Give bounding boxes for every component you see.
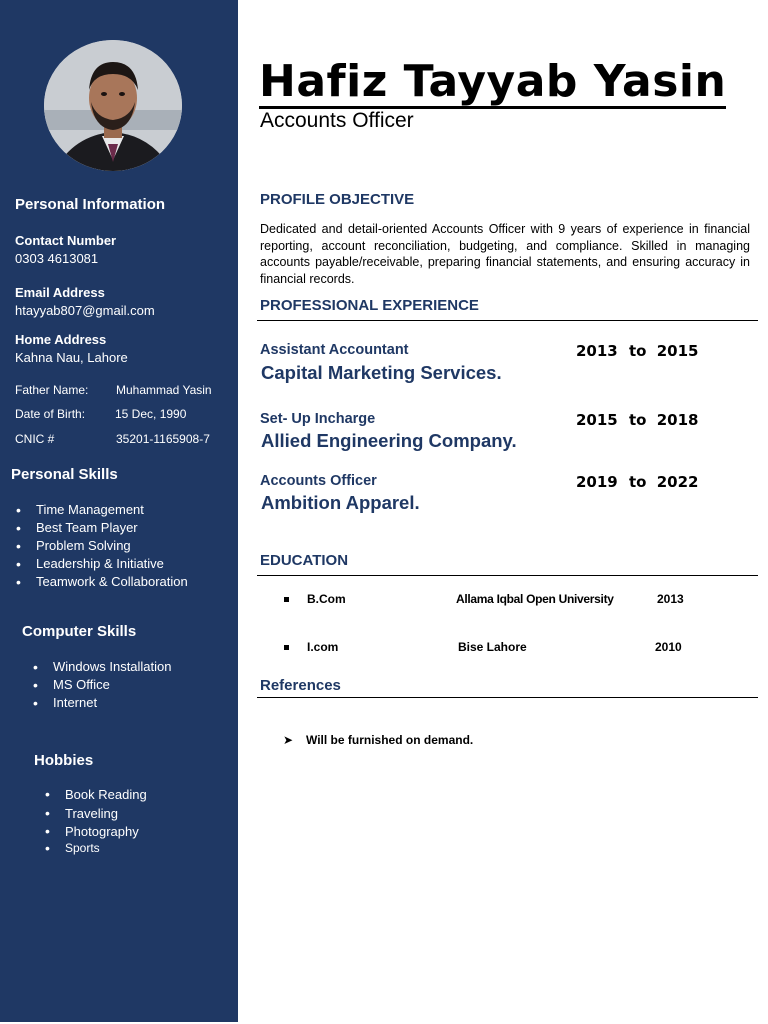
education-year: 2010 bbox=[655, 640, 682, 654]
experience-role: Assistant Accountant bbox=[260, 342, 409, 358]
home-address-label: Home Address bbox=[15, 332, 107, 347]
education-divider bbox=[257, 575, 758, 576]
list-item: • Time Management bbox=[0, 501, 188, 519]
experience-role: Set- Up Incharge bbox=[260, 411, 376, 427]
list-item: • Problem Solving bbox=[0, 537, 188, 555]
education-degree: B.Com bbox=[307, 592, 346, 606]
candidate-title: Accounts Officer bbox=[260, 109, 414, 132]
list-item: • Windows Installation bbox=[17, 658, 172, 676]
experience-company: Ambition Apparel. bbox=[261, 492, 420, 513]
computer-skills-heading: Computer Skills bbox=[22, 623, 137, 640]
bullet-icon bbox=[284, 645, 289, 650]
experience-years bbox=[576, 473, 698, 491]
contact-number-label: Contact Number bbox=[15, 233, 117, 248]
home-address-value: Kahna Nau, Lahore bbox=[15, 350, 128, 365]
sidebar bbox=[0, 0, 238, 1022]
personal-info-heading: Personal Information bbox=[15, 196, 166, 213]
list-item: • Sports bbox=[29, 840, 147, 857]
cnic-label: CNIC # bbox=[15, 432, 55, 446]
education-heading: EDUCATION bbox=[260, 552, 349, 569]
email-address-label: Email Address bbox=[15, 285, 105, 300]
email-address-value: htayyab807@gmail.com bbox=[15, 303, 155, 318]
year-to: 2015 bbox=[656, 342, 699, 360]
list-item: • Leadership & Initiative bbox=[0, 555, 188, 573]
date-of-birth-value: 15 Dec, 1990 bbox=[115, 407, 187, 421]
year-to: 2018 bbox=[656, 411, 699, 429]
list-item: • Book Reading bbox=[29, 785, 147, 804]
references-divider bbox=[257, 697, 758, 698]
cnic-value: 35201-1165908-7 bbox=[116, 432, 210, 446]
contact-number-value: 0303 4613081 bbox=[15, 251, 99, 266]
list-item: • Traveling bbox=[29, 804, 147, 823]
candidate-name: Hafiz Tayyab Yasin bbox=[259, 56, 727, 107]
bullet-icon bbox=[284, 597, 289, 602]
profile-photo-image bbox=[44, 40, 182, 171]
year-from: 2019 bbox=[576, 473, 618, 491]
list-item: • Photography bbox=[29, 823, 147, 840]
education-year: 2013 bbox=[657, 592, 684, 606]
list-item: • MS Office bbox=[17, 676, 172, 694]
experience-years bbox=[576, 411, 698, 429]
arrow-bullet-icon: ➤ bbox=[283, 733, 294, 747]
year-to-word: to bbox=[628, 473, 647, 491]
education-degree: I.com bbox=[307, 640, 339, 654]
list-item: • Teamwork & Collaboration bbox=[0, 573, 188, 591]
profile-photo bbox=[44, 40, 182, 171]
year-to-word: to bbox=[628, 411, 647, 429]
list-item: • Internet bbox=[17, 694, 172, 712]
experience-divider bbox=[257, 320, 758, 321]
references-text: Will be furnished on demand. bbox=[306, 733, 474, 747]
hobbies-list bbox=[29, 785, 147, 857]
father-name-label: Father Name: bbox=[15, 383, 89, 397]
experience-role: Accounts Officer bbox=[260, 473, 377, 489]
computer-skills-list bbox=[17, 658, 172, 712]
experience-years bbox=[576, 342, 698, 360]
hobbies-heading: Hobbies bbox=[34, 752, 94, 769]
references-heading: References bbox=[260, 677, 341, 694]
experience-company: Allied Engineering Company. bbox=[261, 430, 517, 451]
education-institute: Allama Iqbal Open University bbox=[456, 592, 614, 606]
father-name-value: Muhammad Yasin bbox=[116, 383, 212, 397]
objective-heading: PROFILE OBJECTIVE bbox=[260, 191, 415, 208]
objective-text: Dedicated and detail-oriented Accounts Officer with 9 years of experience in financial reporting, account reconciliation, budgeting, and compliance. Skilled in managing accounts payable/receivable, preparing financial statements, and ensuring accuracy in financial records. bbox=[260, 222, 750, 286]
personal-skills-list bbox=[0, 501, 188, 591]
list-item: • Best Team Player bbox=[0, 519, 188, 537]
date-of-birth-label: Date of Birth: bbox=[15, 407, 86, 421]
year-from: 2013 bbox=[576, 342, 618, 360]
education-institute: Bise Lahore bbox=[458, 640, 527, 654]
personal-skills-heading: Personal Skills bbox=[11, 466, 118, 483]
experience-heading: PROFESSIONAL EXPERIENCE bbox=[260, 297, 479, 314]
year-to-word: to bbox=[628, 342, 647, 360]
experience-company: Capital Marketing Services. bbox=[261, 362, 502, 383]
year-from: 2015 bbox=[576, 411, 618, 429]
year-to: 2022 bbox=[656, 473, 699, 491]
